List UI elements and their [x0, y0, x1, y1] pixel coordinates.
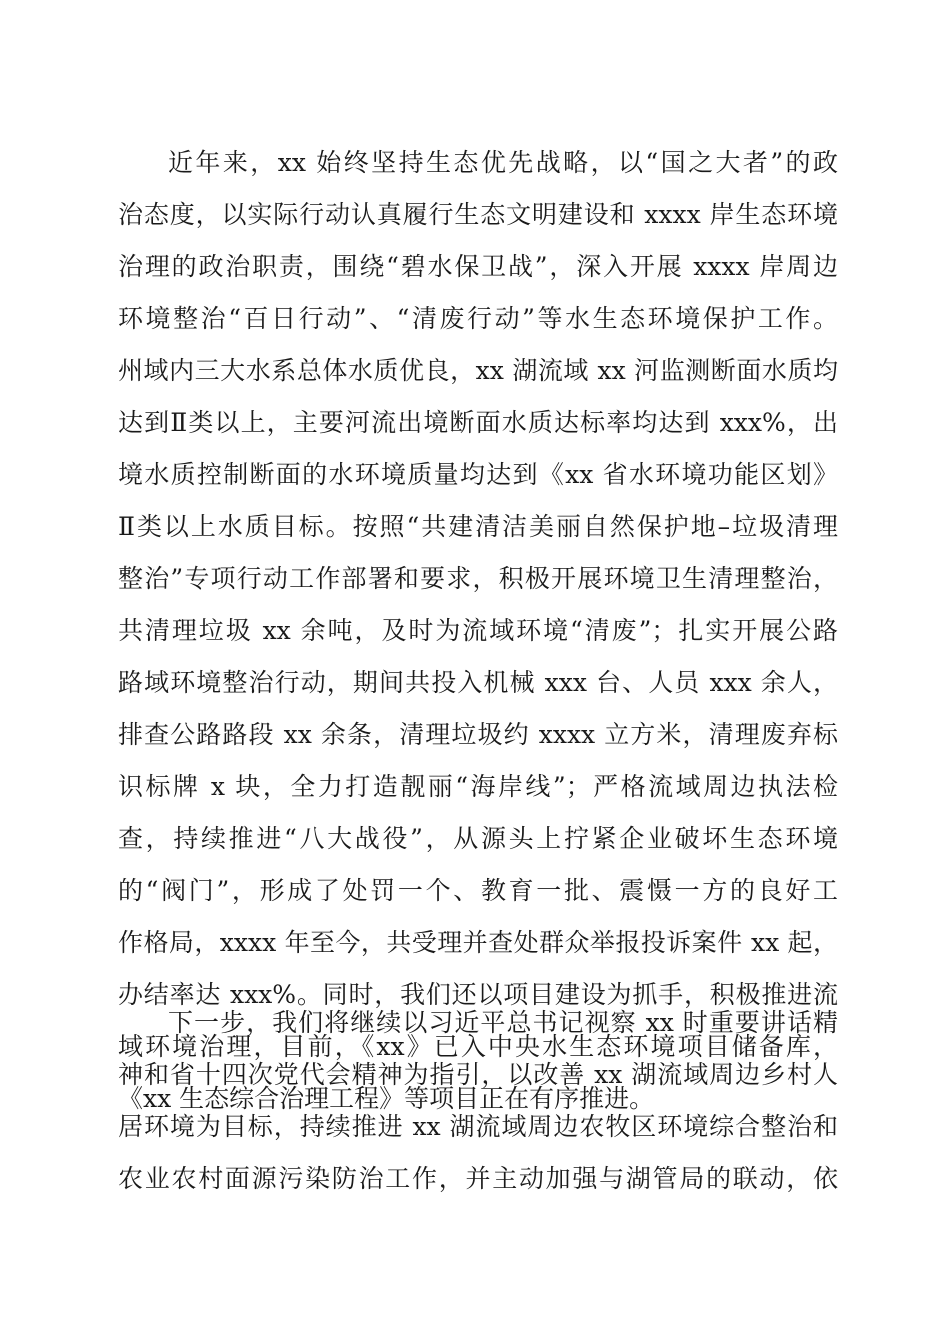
paragraph-line: 治理的政治职责，围绕“碧水保卫战”，深入开展 xxxx 岸周边	[118, 252, 838, 281]
paragraph-line: 域环境治理，目前，《xx》已入中央水生态环境项目储备库，	[118, 1032, 838, 1061]
paragraph-2	[118, 1004, 838, 1212]
paragraph-line: 的“阀门”，形成了处罚一个、教育一批、震慑一方的良好工	[118, 876, 838, 905]
paragraph-line: 神和省十四次党代会精神为指引，以改善 xx 湖流域周边乡村人	[118, 1060, 838, 1089]
paragraph-line: 查，持续推进“八大战役”，从源头上拧紧企业破坏生态环境	[118, 824, 838, 853]
paragraph-line: 路域环境整治行动，期间共投入机械 xxx 台、人员 xxx 余人，	[118, 668, 838, 697]
paragraph-line: 整治”专项行动工作部署和要求，积极开展环境卫生清理整治，	[118, 564, 838, 593]
paragraph-line: 境水质控制断面的水环境质量均达到《xx 省水环境功能区划》	[118, 460, 838, 489]
paragraph-line: 达到Ⅱ类以上，主要河流出境断面水质达标率均达到 xxx%，出	[118, 408, 838, 437]
paragraph-line: 环境整治“百日行动”、“清废行动”等水生态环境保护工作。	[118, 304, 838, 333]
paragraph-line: 居环境为目标，持续推进 xx 湖流域周边农牧区环境综合整治和	[118, 1112, 838, 1141]
paragraph-line: 识标牌 x 块，全力打造靓丽“海岸线”；严格流域周边执法检	[118, 772, 838, 801]
paragraph-1	[118, 144, 838, 1132]
paragraph-line: 近年来，xx 始终坚持生态优先战略，以“国之大者”的政	[168, 148, 838, 177]
paragraph-line: Ⅱ类以上水质目标。按照“共建清洁美丽自然保护地–垃圾清理	[118, 512, 838, 541]
paragraph-line: 下一步，我们将继续以习近平总书记视察 xx 时重要讲话精	[168, 1008, 838, 1037]
paragraph-line: 排查公路路段 xx 余条，清理垃圾约 xxxx 立方米，清理废弃标	[118, 720, 838, 749]
paragraph-line: 《xx 生态综合治理工程》等项目正在有序推进。	[118, 1084, 655, 1113]
paragraph-line: 农业农村面源污染防治工作，并主动加强与湖管局的联动，依	[118, 1164, 838, 1193]
paragraph-line: 办结率达 xxx%。同时，我们还以项目建设为抓手，积极推进流	[118, 980, 838, 1009]
paragraph-line: 共清理垃圾 xx 余吨，及时为流域环境“清废”；扎实开展公路	[118, 616, 838, 645]
paragraph-line: 治态度，以实际行动认真履行生态文明建设和 xxxx 岸生态环境	[118, 200, 838, 229]
paragraph-line: 作格局，xxxx 年至今，共受理并查处群众举报投诉案件 xx 起，	[118, 928, 838, 957]
paragraph-line: 州域内三大水系总体水质优良，xx 湖流域 xx 河监测断面水质均	[118, 356, 838, 385]
